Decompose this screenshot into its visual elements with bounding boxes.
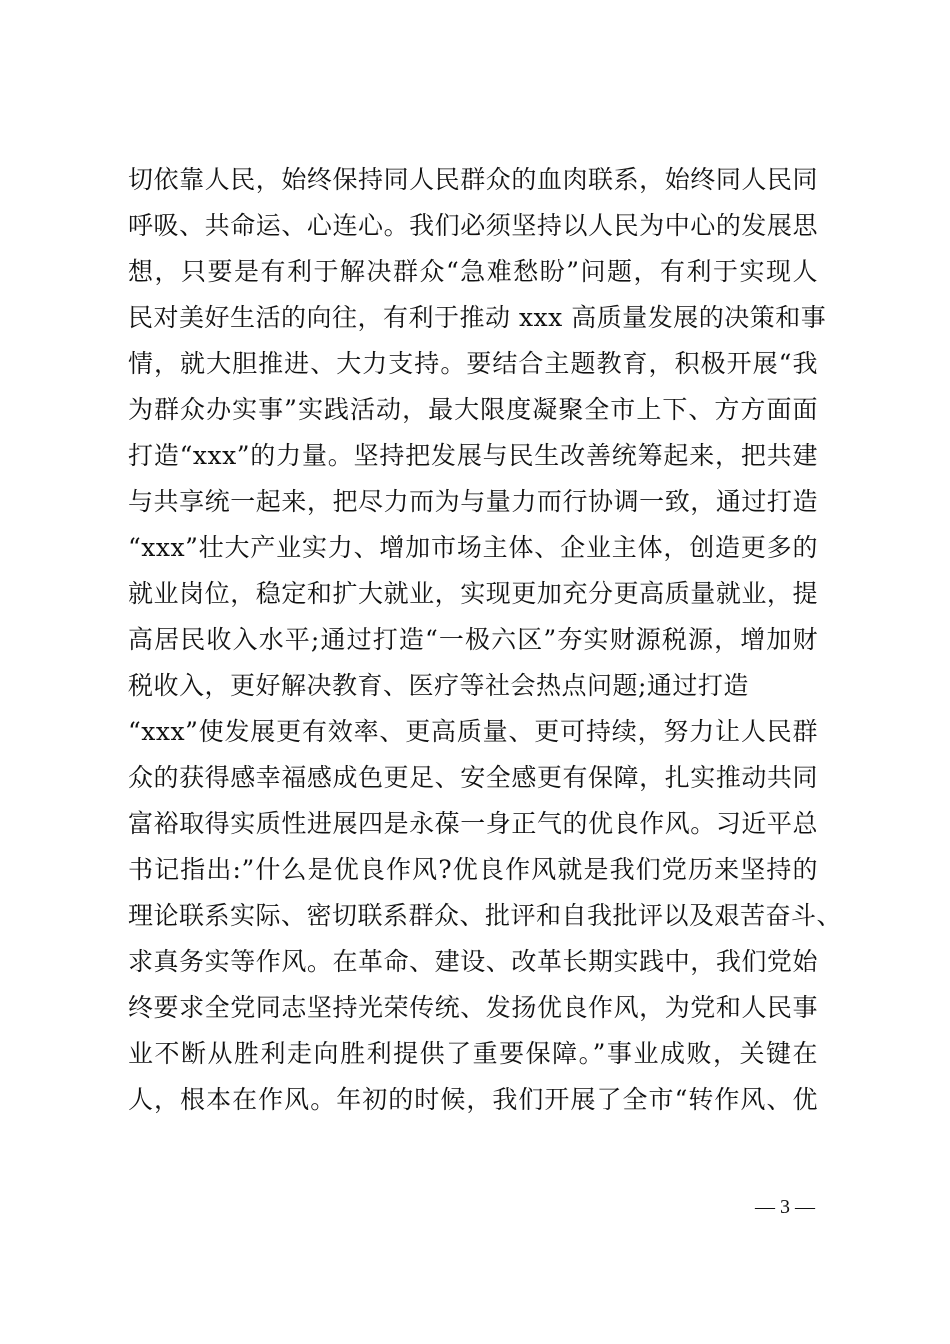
text-line: 终要求全党同志坚持光荣传统、发扬优良作风，为党和人民事 [128, 993, 818, 1022]
text-line: 求真务实等作风。在革命、建设、改革长期实践中，我们党始 [128, 947, 818, 976]
text-line: 就业岗位，稳定和扩大就业，实现更加充分更高质量就业，提 [128, 579, 818, 608]
text-line: 想，只要是有利于解决群众“急难愁盼”问题，有利于实现人 [128, 257, 818, 286]
text-line: 与共享统一起来，把尽力而为与量力而行协调一致，通过打造 [128, 487, 818, 516]
text-line: 富裕取得实质性进展四是永葆一身正气的优良作风。习近平总 [128, 809, 818, 838]
text-line: 情，就大胆推进、大力支持。要结合主题教育，积极开展“我 [128, 349, 818, 378]
page-number: — 3 — [755, 1196, 815, 1218]
text-line: 众的获得感幸福感成色更足、安全感更有保障，扎实推动共同 [128, 763, 818, 792]
text-line: 业不断从胜利走向胜利提供了重要保障。”事业成败，关键在 [128, 1039, 818, 1068]
text-line: 呼吸、共命运、心连心。我们必须坚持以人民为中心的发展思 [128, 211, 818, 240]
text-line: 切依靠人民，始终保持同人民群众的血肉联系，始终同人民同 [128, 165, 818, 194]
text-line: 理论联系实际、密切联系群众、批评和自我批评以及艰苦奋斗、 [128, 901, 843, 930]
text-line: 为群众办实事”实践活动，最大限度凝聚全市上下、方方面面 [128, 395, 818, 424]
text-line: 人，根本在作风。年初的时候，我们开展了全市“转作风、优 [128, 1085, 818, 1114]
text-line: 打造“xxx”的力量。坚持把发展与民生改善统筹起来，把共建 [128, 441, 818, 470]
text-line: “xxx”使发展更有效率、更高质量、更可持续，努力让人民群 [128, 717, 818, 746]
text-line: 民对美好生活的向往，有利于推动 xxx 高质量发展的决策和事 [128, 303, 827, 332]
text-line: 书记指出:”什么是优良作风?优良作风就是我们党历来坚持的 [128, 855, 818, 884]
text-line: 税收入，更好解决教育、医疗等社会热点问题;通过打造 [128, 671, 749, 700]
text-line: 高居民收入水平;通过打造“一极六区”夯实财源税源，增加财 [128, 625, 818, 654]
text-line: “xxx”壮大产业实力、增加市场主体、企业主体，创造更多的 [128, 533, 818, 562]
